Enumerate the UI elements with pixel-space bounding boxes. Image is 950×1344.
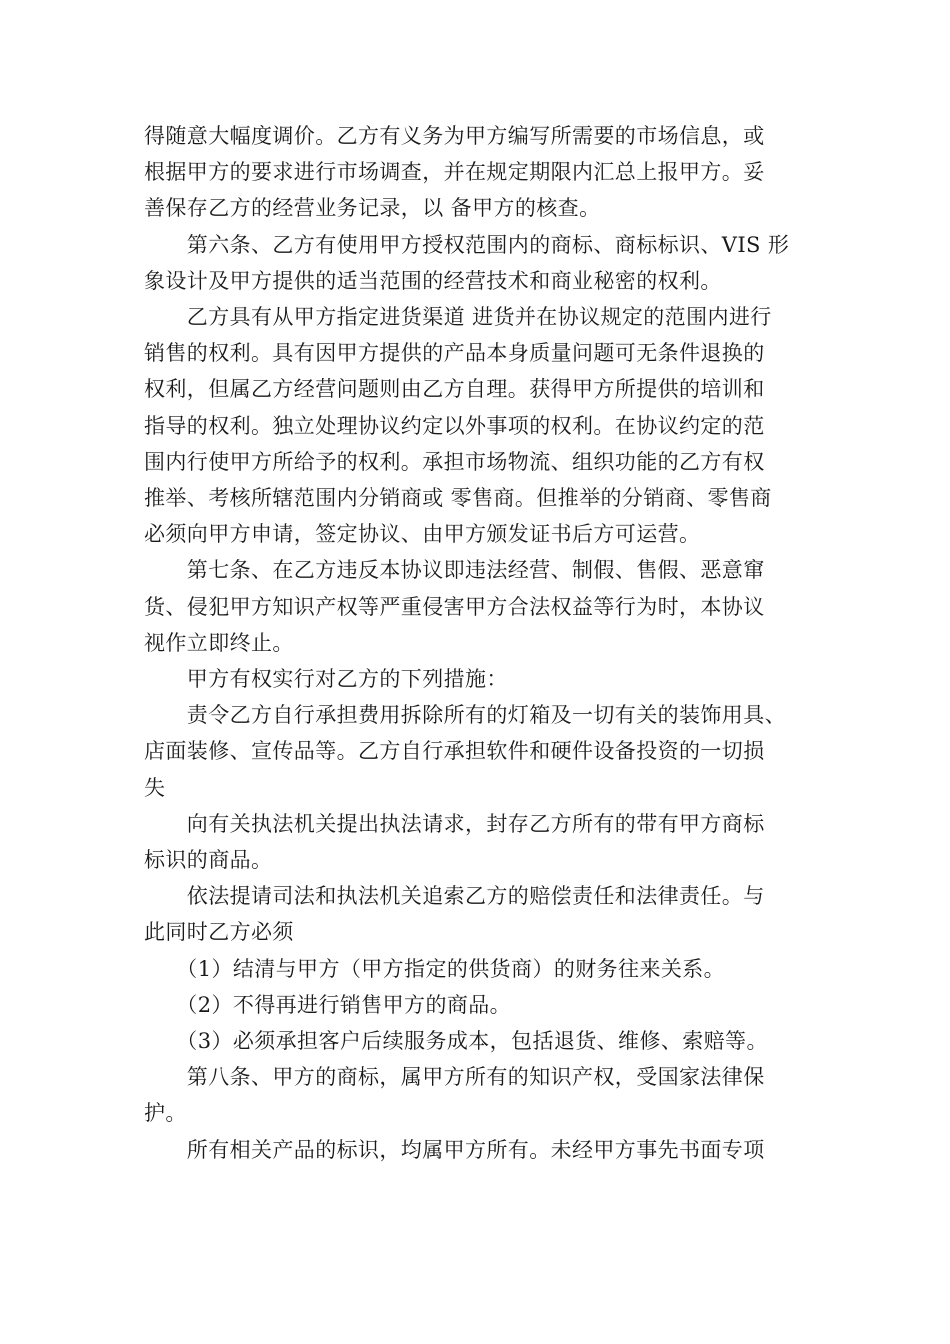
text-line: 象设计及甲方提供的适当范围的经营技术和商业秘密的权利。 (144, 268, 722, 293)
text-line: 指导的权利。独立处理协议约定以外事项的权利。在协议约定的范 (144, 413, 765, 438)
list-item-3 (144, 1023, 824, 1059)
text-line: 善保存乙方的经营业务记录，以 备甲方的核查。 (144, 196, 601, 221)
text-line: 围内行使甲方所给予的权利。承担市场物流、组织功能的乙方有权 (144, 449, 765, 474)
text-line: 货、侵犯甲方知识产权等严重侵害甲方合法权益等行为时，本协议 (144, 594, 765, 619)
text-line: 责令乙方自行承担费用拆除所有的灯箱及一切有关的装饰用具、 (144, 703, 786, 728)
text-line: 所有相关产品的标识，均属甲方所有。未经甲方事先书面专项 (144, 1137, 765, 1162)
text-line: 销售的权利。具有因甲方提供的产品本身质量问题可无条件退换的 (144, 341, 765, 366)
text-line: 根据甲方的要求进行市场调查，并在规定期限内汇总上报甲方。妥 (144, 160, 765, 185)
text-line: 视作立即终止。 (144, 630, 294, 655)
text-line: 店面装修、宣传品等。乙方自行承担软件和硬件设备投资的一切损 (144, 739, 765, 764)
paragraph-remove-fixtures (144, 697, 824, 806)
list-item-2 (144, 987, 824, 1023)
paragraph-party-a-measures (144, 661, 824, 697)
paragraph-price-adjustment-continued (144, 118, 824, 227)
paragraph-article-8 (144, 1059, 824, 1131)
text-line: （1）结清与甲方（甲方指定的供货商）的财务往来关系。 (144, 956, 726, 981)
text-line: （3）必须承担客户后续服务成本，包括退货、维修、索赔等。 (144, 1029, 768, 1054)
text-line: 得随意大幅度调价。乙方有义务为甲方编写所需要的市场信息，或 (144, 124, 765, 148)
text-line: 此同时乙方必须 (144, 920, 294, 945)
text-line: 推举、考核所辖范围内分销商或 零售商。但推举的分销商、零售商 (144, 486, 772, 511)
paragraph-article-7 (144, 552, 824, 661)
text-line: 第六条、乙方有使用甲方授权范围内的商标、商标标识、VIS 形 (144, 232, 790, 257)
text-line: 第七条、在乙方违反本协议即违法经营、制假、售假、恶意窜 (144, 558, 765, 583)
text-line: 依法提请司法和执法机关追索乙方的赔偿责任和法律责任。与 (144, 884, 765, 909)
paragraph-product-identification (144, 1132, 824, 1168)
paragraph-article-6 (144, 227, 824, 299)
paragraph-legal-liability (144, 878, 824, 950)
paragraph-enforcement-request (144, 806, 824, 878)
list-item-1 (144, 951, 824, 987)
text-line: 第八条、甲方的商标，属甲方所有的知识产权，受国家法律保 (144, 1065, 765, 1090)
text-line: 甲方有权实行对乙方的下列措施： (144, 667, 508, 692)
text-line: （2）不得再进行销售甲方的商品。 (144, 992, 512, 1017)
text-line: 权利，但属乙方经营问题则由乙方自理。获得甲方所提供的培训和 (144, 377, 765, 402)
document-body (144, 118, 824, 1168)
text-line: 护。 (144, 1101, 187, 1126)
paragraph-party-b-rights (144, 299, 824, 552)
text-line: 必须向甲方申请，签定协议、由甲方颁发证书后方可运营。 (144, 522, 701, 547)
text-line: 失 (144, 775, 166, 800)
text-line: 标识的商品。 (144, 848, 273, 873)
text-line: 向有关执法机关提出执法请求，封存乙方所有的带有甲方商标 (144, 811, 765, 836)
text-line: 乙方具有从甲方指定进货渠道 进货并在协议规定的范围内进行 (144, 305, 772, 330)
